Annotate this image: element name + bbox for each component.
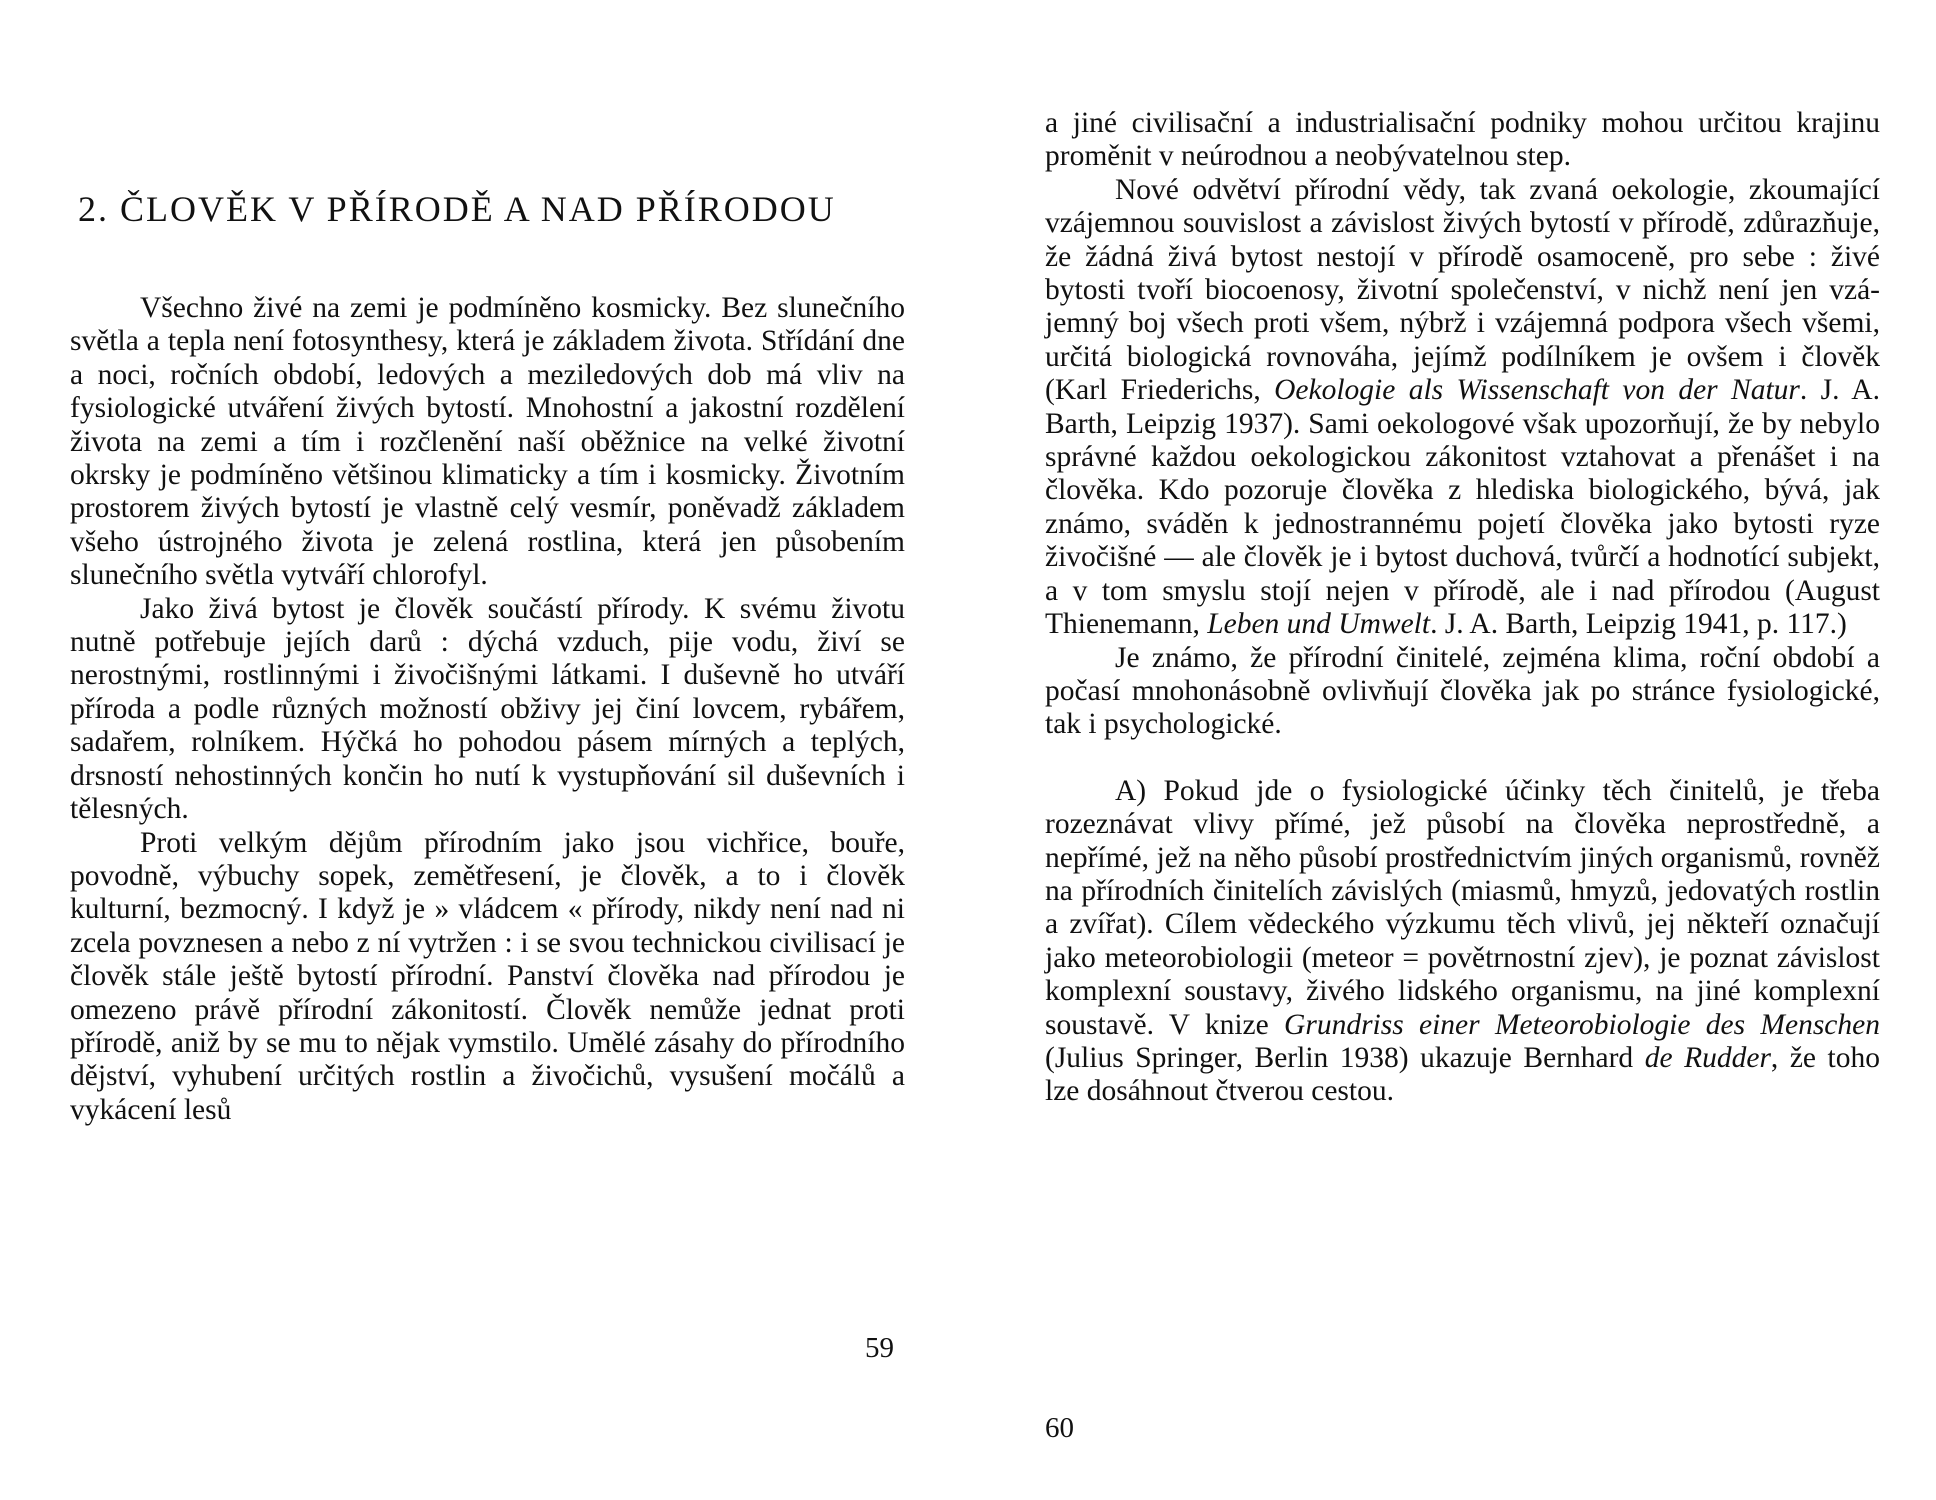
- page-number-right: 60: [1045, 1412, 1074, 1444]
- book-title-grundriss: Grundriss einer Meteorobiologie des Menschen: [1284, 1008, 1880, 1041]
- author-de-rudder: de Rudder: [1644, 1041, 1771, 1074]
- paragraph-soucast-prirody: Jako živá bytost je člověk součástí přírody. K svému životu nutně potřebuje jejích darů : dýchá vzduch, pije vodu, živí se nerostnými, rostlinnými i živočišnými látkami. I duševně ho utváří příroda a podle různých možností obživy jej činí lovcem, rybářem, sadařem, rolníkem. Hýčká ho pohodou pásem mírných a teplých, drsností nehostinných končin ho nutí k vystupňování sil duševních i tělesných.: [70, 592, 905, 826]
- right-page-text: [1045, 107, 1880, 1109]
- chapter-heading: 2. ČLOVĚK V PŘÍRODĚ A NAD PŘÍRODOU: [78, 189, 836, 229]
- paragraph-deje-prirodni: Proti velkým dějům přírodním jako jsou vichřice, bouře, povodně, výbuchy sopek, zemětřesení, je člověk, a to i člověk kulturní, bezmocný. I když je » vládcem « přírody, nikdy není nad ni zcela povznesen a nebo z ní vytržen : i se svou technickou civilisací je člověk stále ještě bytostí přírodní. Panství člověka nad přírodou je omezeno právě přírodní zákonitostí. Člověk nemůže jednat proti přírodě, aniž by se mu to nějak vymstilo. Umělé zásahy do přírodního dějství, vyhubení určitých rostlin a živočichů, vysušení močálů a vykácení lesů: [70, 826, 905, 1126]
- paragraph-continuation: a jiné civilisační a industrialisační podniky mohou určitou krajinu proměnit v neúrodnou a neobývatelnou step.: [1045, 107, 1880, 173]
- left-page: [70, 0, 905, 1500]
- oekologie-text-2: . J. A. Barth, Leipzig 1937). Sami oekologové však upozorňují, že by nebylo správné každou oekologickou zákonitost vztahovat a přenášet i na člověka. Kdo pozoruje člověka z hlediska biologického, bývá, jak známo, sváděn k jednostrannému pojetí člověka jako bytosti ryze živočišné — ale člověk je i bytost duchová, tvůrčí a hodnotící subjekt, a v tom smyslu stojí nejen v přírodě, ale i nad přírodou (August Thienemann,: [1045, 374, 1880, 641]
- section-a-text-2: (Julius Springer, Berlin 1938) ukazuje Bernhard: [1045, 1041, 1645, 1074]
- book-title-leben-und-umwelt: Leben und Umwelt: [1207, 608, 1431, 641]
- oekologie-text-3: . J. A. Barth, Leipzig 1941, p. 117.): [1430, 608, 1847, 641]
- page-number-left: 59: [865, 1332, 894, 1364]
- left-page-text: [70, 292, 905, 1127]
- section-a-text-3: , že toho lze dosáhnout čtverou cestou.: [1045, 1041, 1880, 1108]
- oekologie-text-1: Nové odvětví přírodní vědy, tak zvaná oekologie, zkoumající vzájemnou souvislost a závislost živých bytostí v přírodě, zdůrazňuje, že žádná živá bytost nestojí v přírodě osamoceně, pro sebe : živé bytosti tvoří biocoenosy, životní společenství, v nichž není jen vzájemný boj všech proti všem, nýbrž i vzájemná podpora všech všemi, určitá biologická rovnováha, jejímž podílníkem je ovšem i člověk (Karl Friederichs,: [1045, 173, 1880, 407]
- section-a-text-1: A) Pokud jde o fysiologické účinky těch činitelů, je třeba rozeznávat vlivy přímé, jež působí na člověka neprostředně, a nepřímé, jež na něho působí prostřednictvím jiných organismů, rovněž na přírodních činitelích závislých (miasmů, hmyzů, jedovatých rostlin a zvířat). Cílem vědeckého výzkumu těch vlivů, jej někteří označují jako meteorobiologii (meteor = povětrnostní zjev), je poznat závislost komplexní soustavy, živého lidského organismu, na jiné komplexní soustavě. V knize: [1045, 774, 1880, 1041]
- book-title-oekologie: Oekologie als Wissenschaft von der Natur: [1274, 374, 1800, 407]
- paragraph-oekologie: [1045, 174, 1880, 642]
- paragraph-cinitele: Je známo, že přírodní činitelé, zejména klima, roční období a počasí mnohonásobně ovlivňují člověka jak po stránce fysiologické, tak i psychologické.: [1045, 641, 1880, 741]
- right-page: [1045, 0, 1880, 1500]
- paragraph-section-a: [1045, 775, 1880, 1109]
- paragraph-kosmicky: Všechno živé na zemi je podmíněno kosmicky. Bez slunečního světla a tepla není fotosynthesy, která je základem života. Střídání dne a noci, ročních období, ledových a meziledových dob má vliv na fysiologické utváření živých bytostí. Mnohostní a jakostní rozdělení života na zemi a tím i rozčlenění naší oběžnice na velké životní okrsky je podmíněno většinou klimaticky a tím i kosmicky. Životním prostorem živých bytostí je vlastně celý vesmír, poněvadž základem všeho ústrojného života je zelená rostlina, která jen působením slunečního světla vytváří chlorofyl.: [70, 292, 905, 592]
